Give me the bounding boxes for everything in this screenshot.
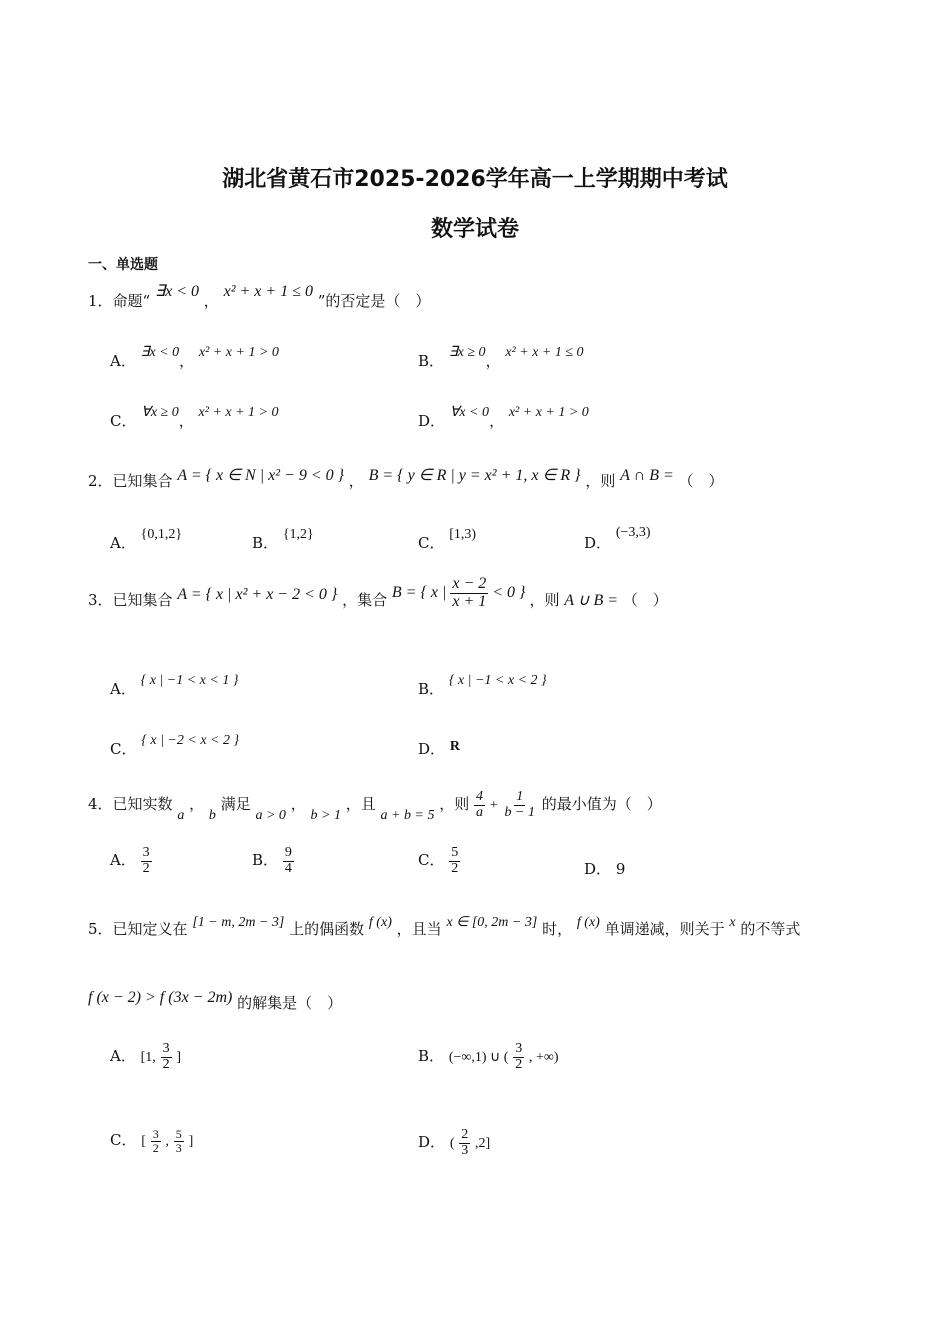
option-expr: [1,3) <box>449 527 477 542</box>
option-label: A． <box>110 352 136 370</box>
q4-cond: 满足 <box>220 795 251 813</box>
option-label: D． <box>584 860 612 878</box>
option-label: D． <box>418 740 446 758</box>
q4-frac1-num: 4 <box>476 788 484 804</box>
option-expr: { x | −1 < x < 1 } <box>140 673 239 688</box>
option-expr: x² + x + 1 > 0 <box>508 405 589 420</box>
option-pre: ( <box>449 1136 455 1152</box>
option-post: , +∞) <box>528 1050 559 1066</box>
q5-fx: f (x) <box>368 915 392 930</box>
q4-e2: b > 1 <box>310 808 341 823</box>
q5-interval: [1 − m, 2m − 3] <box>192 915 285 930</box>
q4-frac1 <box>474 790 485 820</box>
option-label: C． <box>418 851 445 870</box>
q5-on: 上的偶函数 <box>289 920 365 938</box>
q3-option-c[interactable] <box>110 733 240 759</box>
q4-e1: a > 0 <box>255 808 286 823</box>
fraction-den: 3 <box>461 1142 469 1158</box>
q4-then: ，则 <box>439 795 470 813</box>
option-expr: R <box>449 739 460 754</box>
q3-fraction <box>450 576 488 611</box>
q2-option-b[interactable] <box>252 527 314 553</box>
q3-set-b-post: < 0 } <box>492 584 526 601</box>
q4-option-a[interactable] <box>110 846 152 876</box>
q4-option-d[interactable] <box>584 858 625 879</box>
q5-x: x <box>729 915 736 930</box>
fraction-den: 2 <box>162 1056 170 1072</box>
q5-shi: 时， <box>542 920 573 938</box>
q3-set-b-pre: B = { x | <box>391 584 447 601</box>
q3-number: 3．已知集合 <box>88 591 173 609</box>
q5-ineq-word: 的不等式 <box>740 920 801 938</box>
option-pre: (−∞,1) ∪ ( <box>448 1050 509 1066</box>
fraction-num: 3 <box>515 1041 523 1056</box>
option-post: ] <box>188 1134 194 1150</box>
q3-set-b <box>391 575 530 610</box>
question-4 <box>88 782 662 828</box>
question-1 <box>88 283 431 311</box>
q2-sep: ， <box>348 472 364 490</box>
q4-comma: ， <box>189 795 205 813</box>
q5-option-c[interactable] <box>110 1128 193 1154</box>
q2-tail1: ，则 <box>585 472 616 490</box>
option-expr: x² + x + 1 ≤ 0 <box>505 345 584 360</box>
q5-cond: x ∈ [0, 2m − 3] <box>446 915 538 930</box>
fraction-num: 5 <box>175 1127 182 1141</box>
q5-ineq: f (x − 2) > f (3x − 2m) <box>88 989 233 1006</box>
q1-expr2: x² + x + 1 ≤ 0 <box>223 283 313 300</box>
option-expr: (−3,3) <box>615 525 651 540</box>
q4-frac2-den: b − 1 <box>504 804 535 820</box>
option-fraction <box>283 846 294 876</box>
option-label: C． <box>110 1131 137 1150</box>
option-expr: ∀x ≥ 0 <box>141 405 179 420</box>
option-mid: , <box>165 1134 169 1150</box>
q3-fraction-den: x + 1 <box>452 592 487 610</box>
q3-option-a[interactable] <box>110 673 239 699</box>
question-5 <box>88 915 801 939</box>
option-fraction <box>513 1042 524 1072</box>
option-fraction <box>141 846 152 876</box>
option-fraction <box>161 1042 172 1072</box>
fraction-num: 2 <box>461 1127 469 1142</box>
q4-number: 4．已知实数 <box>88 795 173 813</box>
q5-option-a[interactable] <box>110 1042 181 1072</box>
q4-frac2-num: 1 <box>516 788 524 804</box>
q4-plus: + <box>489 798 498 813</box>
option-label: D． <box>584 534 612 552</box>
q5-tail: 的解集是（ ） <box>237 994 343 1012</box>
q1-expr1: ∃x < 0 <box>155 283 200 300</box>
q4-tail: 的最小值为（ ） <box>541 795 662 813</box>
q4-var-b: b <box>208 808 216 823</box>
option-expr: ∃x < 0 <box>140 345 180 360</box>
option-expr: {1,2} <box>282 527 314 542</box>
q2-expr: A ∩ B = <box>620 467 674 484</box>
option-label: B． <box>252 534 279 552</box>
q2-option-a[interactable] <box>110 527 183 553</box>
option-post: ,2] <box>475 1136 491 1152</box>
fraction-num: 3 <box>142 845 150 860</box>
q5-option-b[interactable] <box>418 1042 559 1072</box>
section-label: 一、单选题 <box>88 257 158 273</box>
q4-and: ，且 <box>345 795 376 813</box>
option-fraction <box>459 1128 470 1158</box>
q3-tail2: （ ） <box>622 591 668 609</box>
fraction-den: 3 <box>175 1140 182 1155</box>
option-expr: 9 <box>615 860 626 878</box>
question-3 <box>88 575 668 621</box>
option-expr: { x | −1 < x < 2 } <box>448 673 547 688</box>
fraction-den: 4 <box>284 860 292 876</box>
fraction-den: 2 <box>142 860 150 876</box>
q2-set-b: B = { y ∈ R | y = x² + 1, x ∈ R } <box>368 467 581 484</box>
option-label: C． <box>418 534 445 552</box>
option-label: C． <box>110 412 137 430</box>
option-fraction <box>174 1128 184 1154</box>
q4-frac2 <box>503 790 537 820</box>
option-label: B． <box>418 352 445 370</box>
option-label: C． <box>110 740 137 758</box>
option-expr: x² + x + 1 > 0 <box>198 405 279 420</box>
q3-tail1: ，则 <box>529 591 560 609</box>
option-label: A． <box>110 851 136 870</box>
q3-option-d[interactable] <box>418 738 460 759</box>
question-5-line2 <box>88 989 343 1013</box>
page-subtitle: 数学试卷 <box>430 217 519 242</box>
q3-mid: ，集合 <box>342 591 388 609</box>
option-expr: ∃x ≥ 0 <box>448 345 486 360</box>
q4-e3: a + b = 5 <box>380 808 435 823</box>
option-expr: ∀x < 0 <box>449 405 490 420</box>
option-expr: { x | −2 < x < 2 } <box>141 733 240 748</box>
option-post: ] <box>176 1050 182 1066</box>
option-label: B． <box>418 680 445 698</box>
q2-option-c[interactable] <box>418 527 477 553</box>
q3-option-b[interactable] <box>418 673 547 699</box>
q4-option-b[interactable] <box>252 846 294 876</box>
fraction-den: 2 <box>451 860 459 876</box>
fraction-num: 3 <box>162 1041 170 1056</box>
q2-set-a: A = { x ∈ N | x² − 9 < 0 } <box>177 467 345 484</box>
q1-tail: ”的否定是（ ） <box>317 292 431 310</box>
option-expr: {0,1,2} <box>140 527 183 542</box>
option-label: B． <box>252 851 279 870</box>
q5-fx2: f (x) <box>576 915 600 930</box>
q4-option-c[interactable] <box>418 846 460 876</box>
q2-tail2: （ ） <box>678 472 724 490</box>
q1-number: 1．命题“ <box>88 292 151 310</box>
q1-option-a[interactable]: A． ∃x < 0， x² + x + 1 > 0 <box>110 345 279 370</box>
q5-number: 5．已知定义在 <box>88 920 188 938</box>
option-expr: x² + x + 1 > 0 <box>198 345 279 360</box>
option-pre: [1, <box>140 1050 156 1066</box>
page-title: 湖北省黄石市2025-2026学年高一上学期期中考试 <box>222 167 728 192</box>
option-pre: [ <box>141 1134 146 1150</box>
q1-sep: ， <box>203 292 219 310</box>
q1-option-d[interactable]: D． ∀x < 0， x² + x + 1 > 0 <box>418 405 589 430</box>
q1-option-b[interactable]: B． ∃x ≥ 0， x² + x + 1 ≤ 0 <box>418 345 584 370</box>
q2-number: 2．已知集合 <box>88 472 173 490</box>
fraction-den: 2 <box>515 1056 523 1072</box>
q5-when: ，且当 <box>396 920 442 938</box>
q2-option-d[interactable] <box>584 525 651 553</box>
q4-comma: ， <box>290 795 306 813</box>
option-label: A． <box>110 534 136 552</box>
q4-var-a: a <box>177 808 185 823</box>
q3-expr: A ∪ B = <box>564 592 619 609</box>
option-fraction <box>449 846 460 876</box>
question-2 <box>88 467 724 491</box>
q5-option-d[interactable] <box>418 1128 490 1158</box>
q5-dec: 单调递减，则关于 <box>604 920 725 938</box>
q1-option-c[interactable]: C． ∀x ≥ 0， x² + x + 1 > 0 <box>110 405 279 430</box>
q4-frac1-den: a <box>476 804 484 820</box>
option-label: D． <box>418 412 446 430</box>
option-label: D． <box>418 1133 446 1152</box>
option-label: B． <box>418 1047 445 1066</box>
option-label: A． <box>110 1047 136 1066</box>
option-fraction <box>151 1128 161 1154</box>
option-label: A． <box>110 680 136 698</box>
q3-fraction-num: x − 2 <box>452 575 487 593</box>
fraction-num: 9 <box>284 845 292 860</box>
q3-set-a: A = { x | x² + x − 2 < 0 } <box>177 586 338 603</box>
fraction-den: 2 <box>152 1140 159 1155</box>
fraction-num: 3 <box>152 1127 159 1141</box>
fraction-num: 5 <box>451 845 459 860</box>
